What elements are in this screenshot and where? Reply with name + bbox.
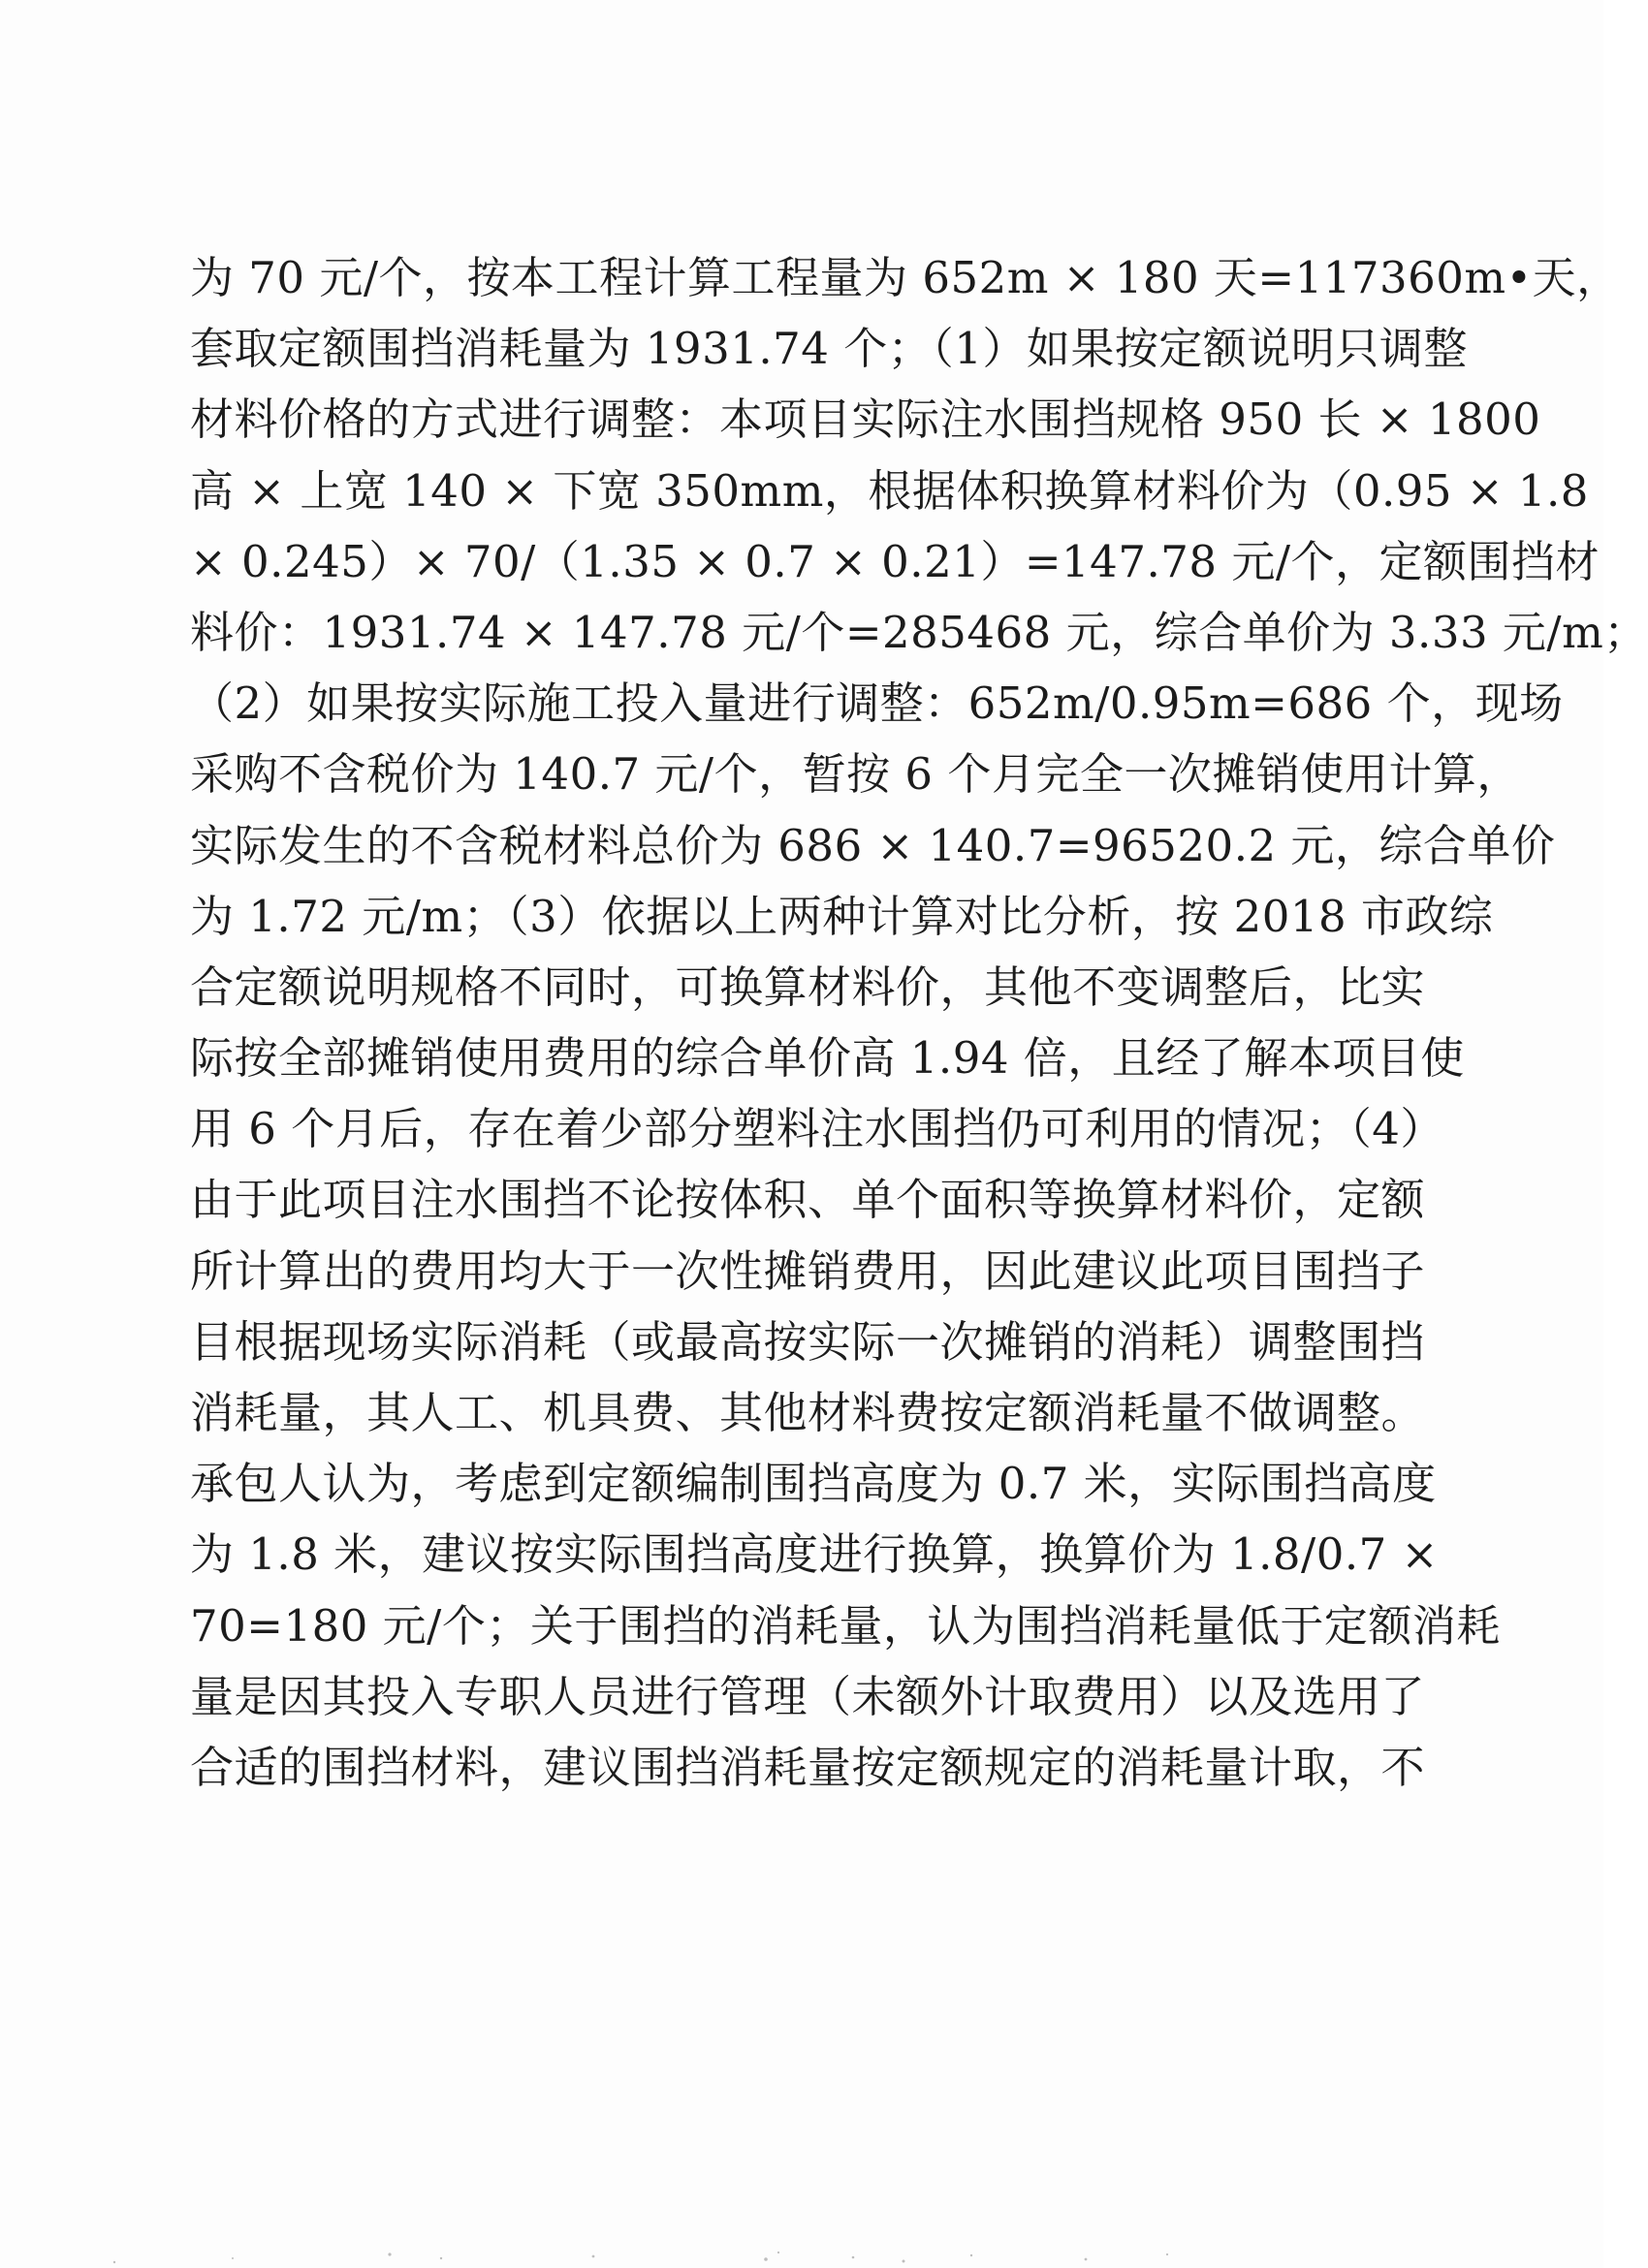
text-line-7: （2）如果按实际施工投入量进行调整：652m/0.95m=686 个，现场 [190,677,1564,730]
text-line-12: 际按全部摊销使用费用的综合单价高 1.94 倍，且经了解本项目使 [190,1032,1465,1085]
text-line-22: 合适的围挡材料，建议围挡消耗量按定额规定的消耗量计取，不 [190,1741,1426,1793]
text-line-19: 为 1.8 米，建议按实际围挡高度进行换算，换算价为 1.8/0.7 × [190,1528,1439,1581]
text-line-6: 料价：1931.74 × 147.78 元/个=285468 元，综合单价为 3.33 元/m； [190,606,1648,658]
text-line-9: 实际发生的不含税材料总价为 686 × 140.7=96520.2 元，综合单价 [190,819,1556,871]
text-line-1: 为 70 元/个，按本工程计算工程量为 652m × 180 天=117360m•天， [190,252,1621,303]
body-text [190,242,1648,1803]
text-line-20: 70=180 元/个；关于围挡的消耗量，认为围挡消耗量低于定额消耗 [190,1599,1501,1652]
text-line-13: 用 6 个月后，存在着少部分塑料注水围挡仍可利用的情况；（4） [190,1103,1444,1155]
text-line-15: 所计算出的费用均大于一次性摊销费用，因此建议此项目围挡子 [190,1244,1426,1297]
text-line-10: 为 1.72 元/m；（3）依据以上两种计算对比分析，按 2018 市政综 [190,890,1494,942]
text-line-2: 套取定额围挡消耗量为 1931.74 个；（1）如果按定额说明只调整 [190,323,1468,375]
text-line-21: 量是因其投入专职人员进行管理（未额外计取费用）以及选用了 [190,1670,1426,1722]
text-line-17: 消耗量，其人工、机具费、其他材料费按定额消耗量不做调整。 [190,1387,1426,1438]
text-line-11: 合定额说明规格不同时，可换算材料价，其他不变调整后，比实 [190,961,1426,1013]
text-line-16: 目根据现场实际消耗（或最高按实际一次摊销的消耗）调整围挡 [190,1315,1426,1368]
text-line-8: 采购不含税价为 140.7 元/个，暂按 6 个月完全一次摊销使用计算， [190,748,1521,801]
text-line-5: × 0.245）× 70/（1.35 × 0.7 × 0.21）=147.78 元/个，定额围挡材 [190,535,1600,587]
text-line-14: 由于此项目注水围挡不论按体积、单个面积等换算材料价，定额 [190,1174,1426,1226]
text-line-3: 材料价格的方式进行调整：本项目实际注水围挡规格 950 长 × 1800 [190,394,1541,446]
text-line-4: 高 × 上宽 140 × 下宽 350mm，根据体积换算材料价为（0.95 × 1.8 [190,464,1589,517]
text-line-18: 承包人认为，考虑到定额编制围挡高度为 0.7 米，实际围挡高度 [190,1458,1437,1510]
